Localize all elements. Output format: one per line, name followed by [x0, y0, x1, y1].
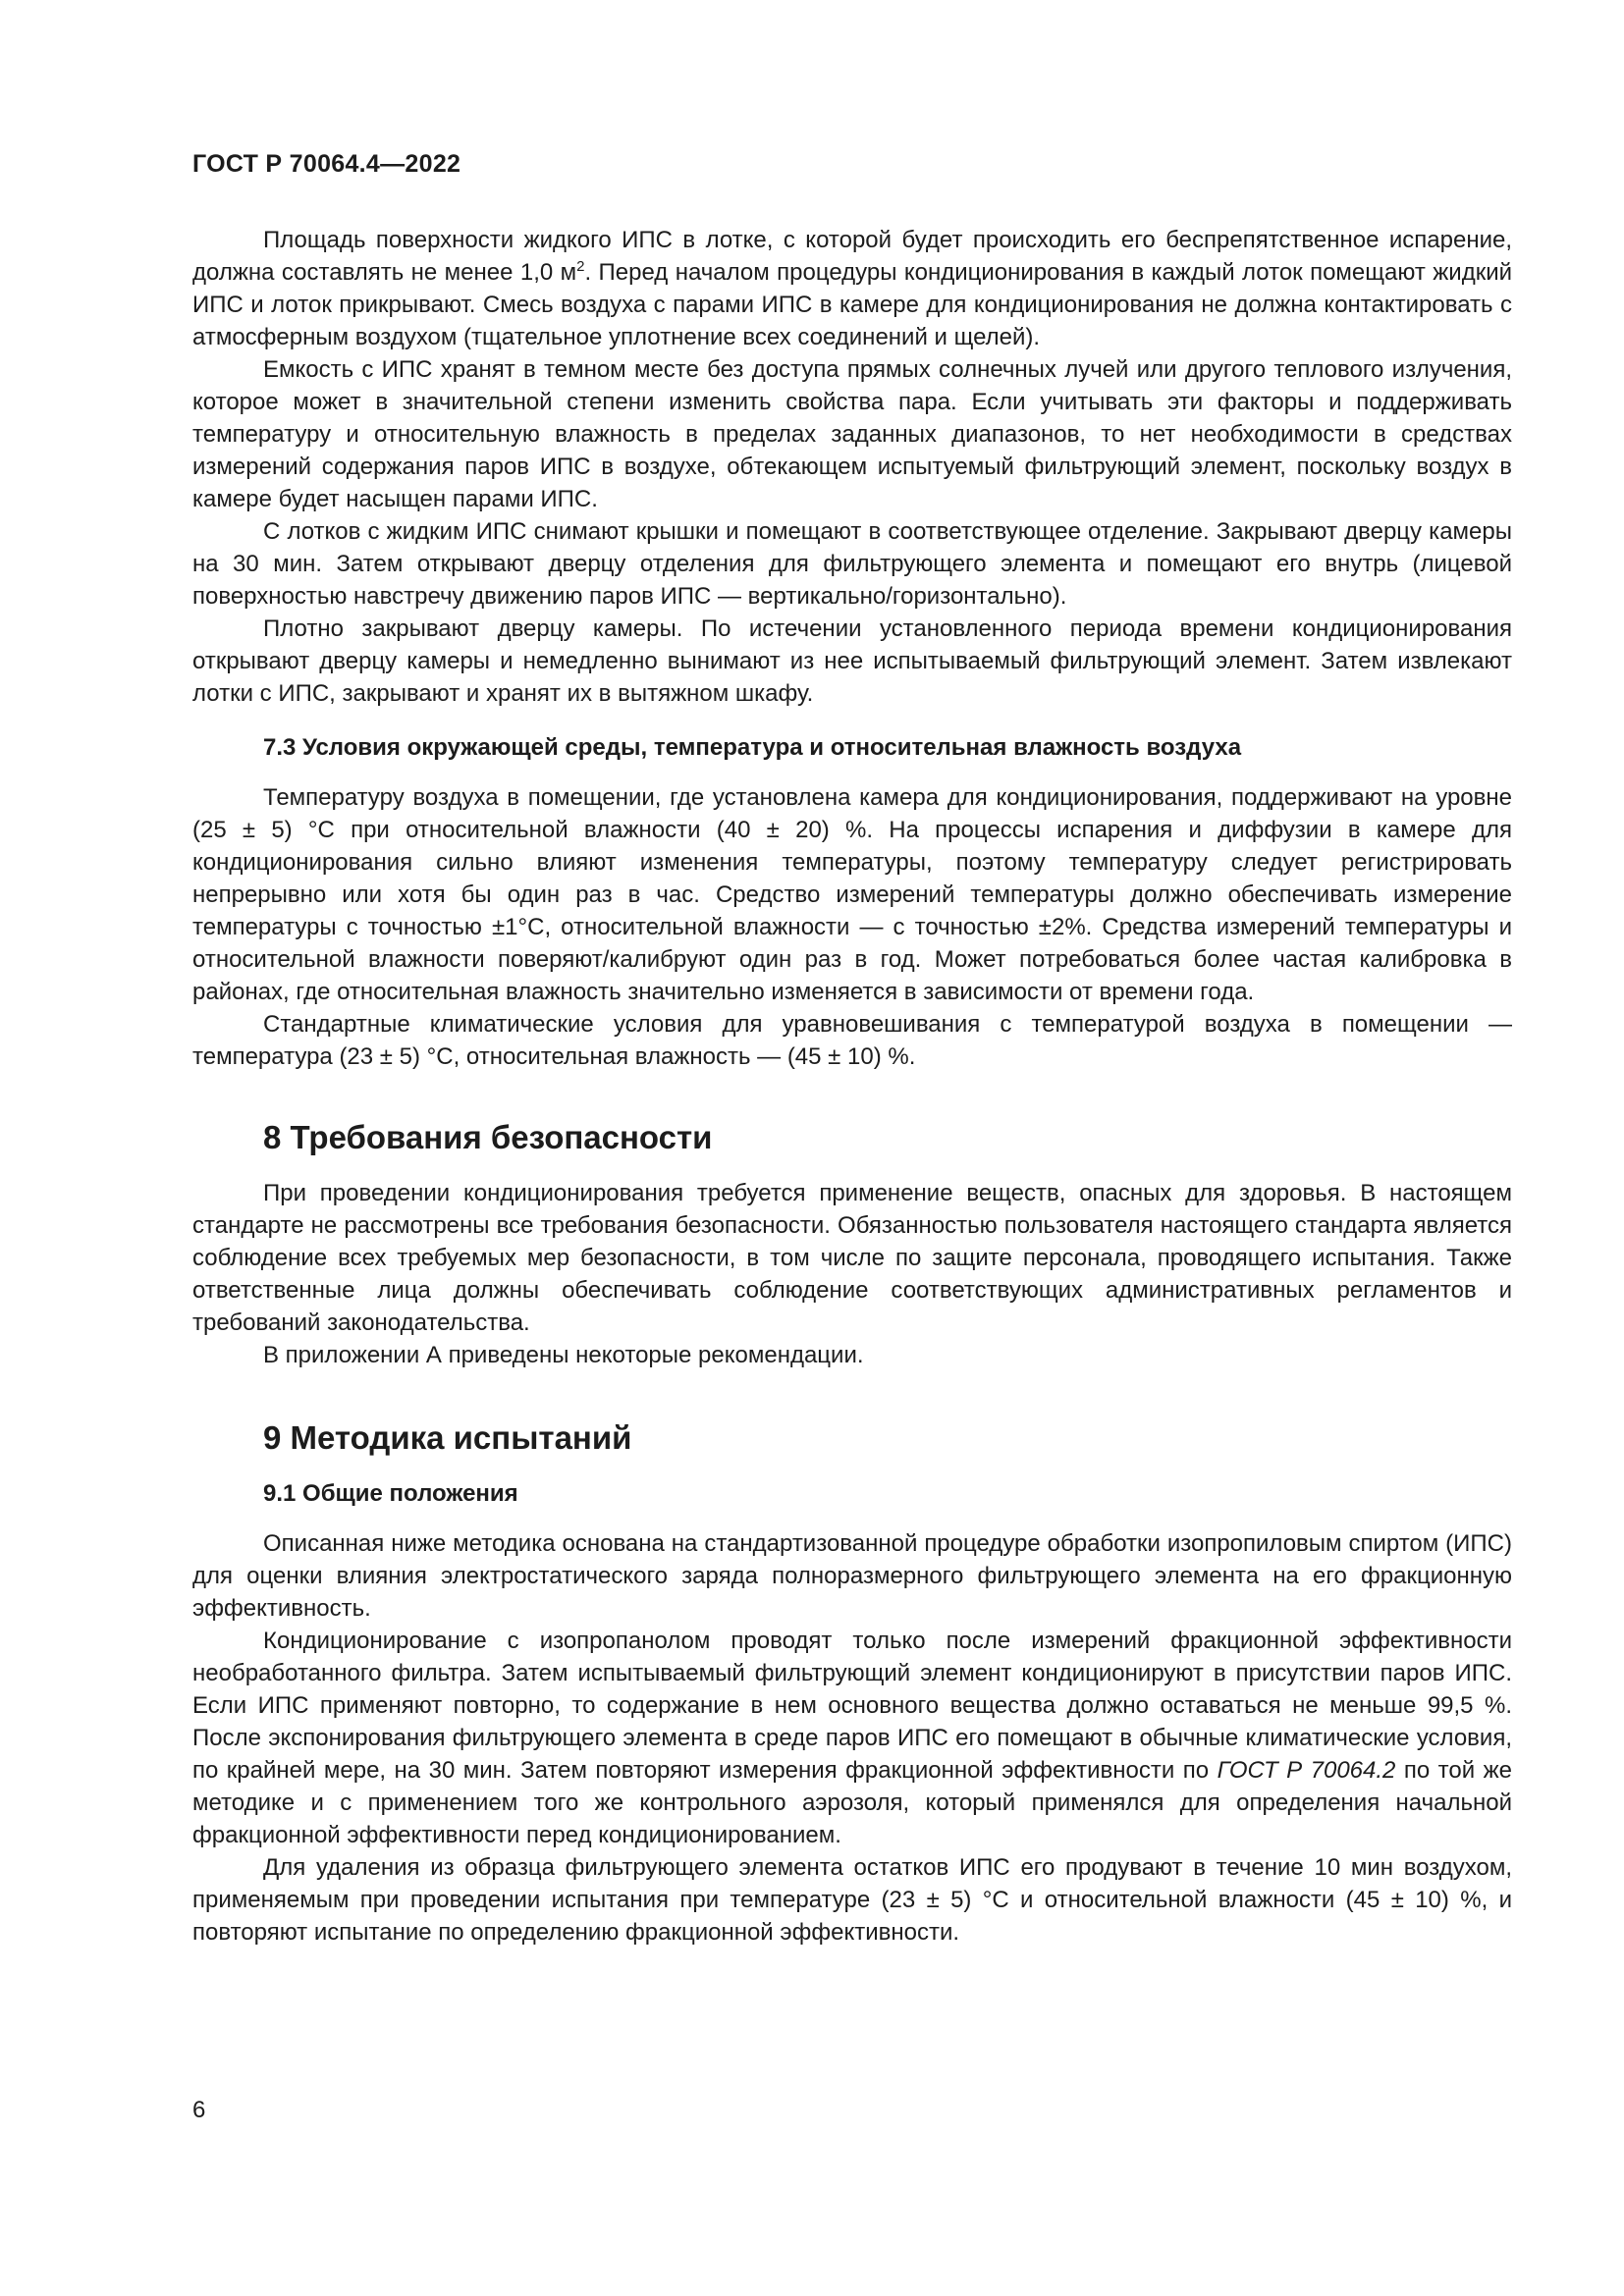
text-run: . Перед началом процедуры кондиционирования в каждый лоток помещают жидкий ИПС и лоток прикрывают. Смесь воздуха с парами ИПС в камере для кондиционирования не должна контактировать с атмосферным воздухом (тщательное уплотнение всех соединений и щелей).	[192, 259, 1513, 350]
page-content	[192, 224, 1512, 1949]
paragraph: Температуру воздуха в помещении, где установлена камера для кондиционирования, поддерживают на уровне (25 ± 5) °С при относительной влажности (40 ± 20) %. На процессы испарения и диффузии в камере для кондиционирования сильно влияют изменения температуры, поэтому температуру следует регистрировать непрерывно или хотя бы один раз в час. Средство измерений температуры должно обеспечивать измерение температуры с точностью ±1°С, относительной влажности — с точностью ±2%. Средства измерений температуры и относительной влажности поверяют/калибруют один раз в год. Может потребоваться более частая калибровка в районах, где относительная влажность значительно изменяется в зависимости от времени года.	[192, 784, 1512, 1005]
subsection-heading-7-3: 7.3 Условия окружающей среды, температура и относительная влажность воздуха	[263, 734, 1242, 761]
text-run: Площадь поверхности жидкого ИПС в лотке, с которой будет происходить его беспрепятственное испарение, должна составлять не менее 1,0 м	[192, 227, 1512, 286]
subsection-heading-9-1: 9.1 Общие положения	[263, 1480, 518, 1507]
text-run: Кондиционирование с изопропанолом проводят только после измерений фракционной эффективности необработанного фильтра. Затем испытываемый фильтрующий элемент кондиционируют в присутствии паров ИПС. Если ИПС применяют повторно, то содержание в нем основного вещества должно оставаться не меньше 99,5 %. После экспонирования фильтрующего элемента в среде паров ИПС его помещают в обычные климатические условия, по крайней мере, на 30 мин. Затем повторяют измерения фракционной эффективности по	[192, 1628, 1512, 1784]
paragraph: В приложении А приведены некоторые рекомендации.	[263, 1342, 864, 1368]
paragraph	[192, 1625, 1512, 1851]
paragraph	[192, 224, 1512, 353]
paragraph: Описанная ниже методика основана на стандартизованной процедуре обработки изопропиловым спиртом (ИПС) для оценки влияния электростатического заряда полноразмерного фильтрующего элемента на его фракционную эффективность.	[192, 1530, 1512, 1622]
section-heading-9: 9 Методика испытаний	[263, 1419, 632, 1456]
superscript: 2	[576, 258, 585, 275]
text-run: по той же методике и с применением того же контрольного аэрозоля, который применялся для определения начальной фракционной эффективности перед кондиционированием.	[192, 1757, 1513, 1848]
paragraph: При проведении кондиционирования требуется применение веществ, опасных для здоровья. В настоящем стандарте не рассмотрены все требования безопасности. Обязанностью пользователя настоящего стандарта является соблюдение всех требуемых мер безопасности, в том числе по защите персонала, проводящего испытания. Также ответственные лица должны обеспечивать соблюдение соответствующих административных регламентов и требований законодательства.	[192, 1180, 1512, 1336]
paragraph: Стандартные климатические условия для уравновешивания с температурой воздуха в помещении — температура (23 ± 5) °С, относительная влажность — (45 ± 10) %.	[192, 1011, 1512, 1070]
section-heading-8: 8 Требования безопасности	[263, 1119, 713, 1155]
standard-reference: ГОСТ Р 70064.2	[1217, 1757, 1396, 1784]
page-number: 6	[192, 2097, 206, 2123]
paragraph: С лотков с жидким ИПС снимают крышки и помещают в соответствующее отделение. Закрывают дверцу камеры на 30 мин. Затем открывают дверцу отделения для фильтрующего элемента и помещают его внутрь (лицевой поверхностью навстречу движению паров ИПС — вертикально/горизонтально).	[192, 518, 1512, 610]
paragraph: Для удаления из образца фильтрующего элемента остатков ИПС его продувают в течение 10 мин воздухом, применяемым при проведении испытания при температуре (23 ± 5) °С и относительной влажности (45 ± 10) %, и повторяют испытание по определению фракционной эффективности.	[192, 1854, 1512, 1946]
paragraph: Плотно закрывают дверцу камеры. По истечении установленного периода времени кондиционирования открывают дверцу камеры и немедленно вынимают из нее испытываемый фильтрующий элемент. Затем извлекают лотки с ИПС, закрывают и хранят их в вытяжном шкафу.	[192, 615, 1512, 707]
paragraph: Емкость с ИПС хранят в темном месте без доступа прямых солнечных лучей или другого теплового излучения, которое может в значительной степени изменить свойства пара. Если учитывать эти факторы и поддерживать температуру и относительную влажность в пределах заданных диапазонов, то нет необходимости в средствах измерений содержания паров ИПС в воздухе, обтекающем испытуемый фильтрующий элемент, поскольку воздух в камере будет насыщен парами ИПС.	[192, 356, 1512, 512]
standard-header: ГОСТ Р 70064.4—2022	[192, 150, 461, 178]
